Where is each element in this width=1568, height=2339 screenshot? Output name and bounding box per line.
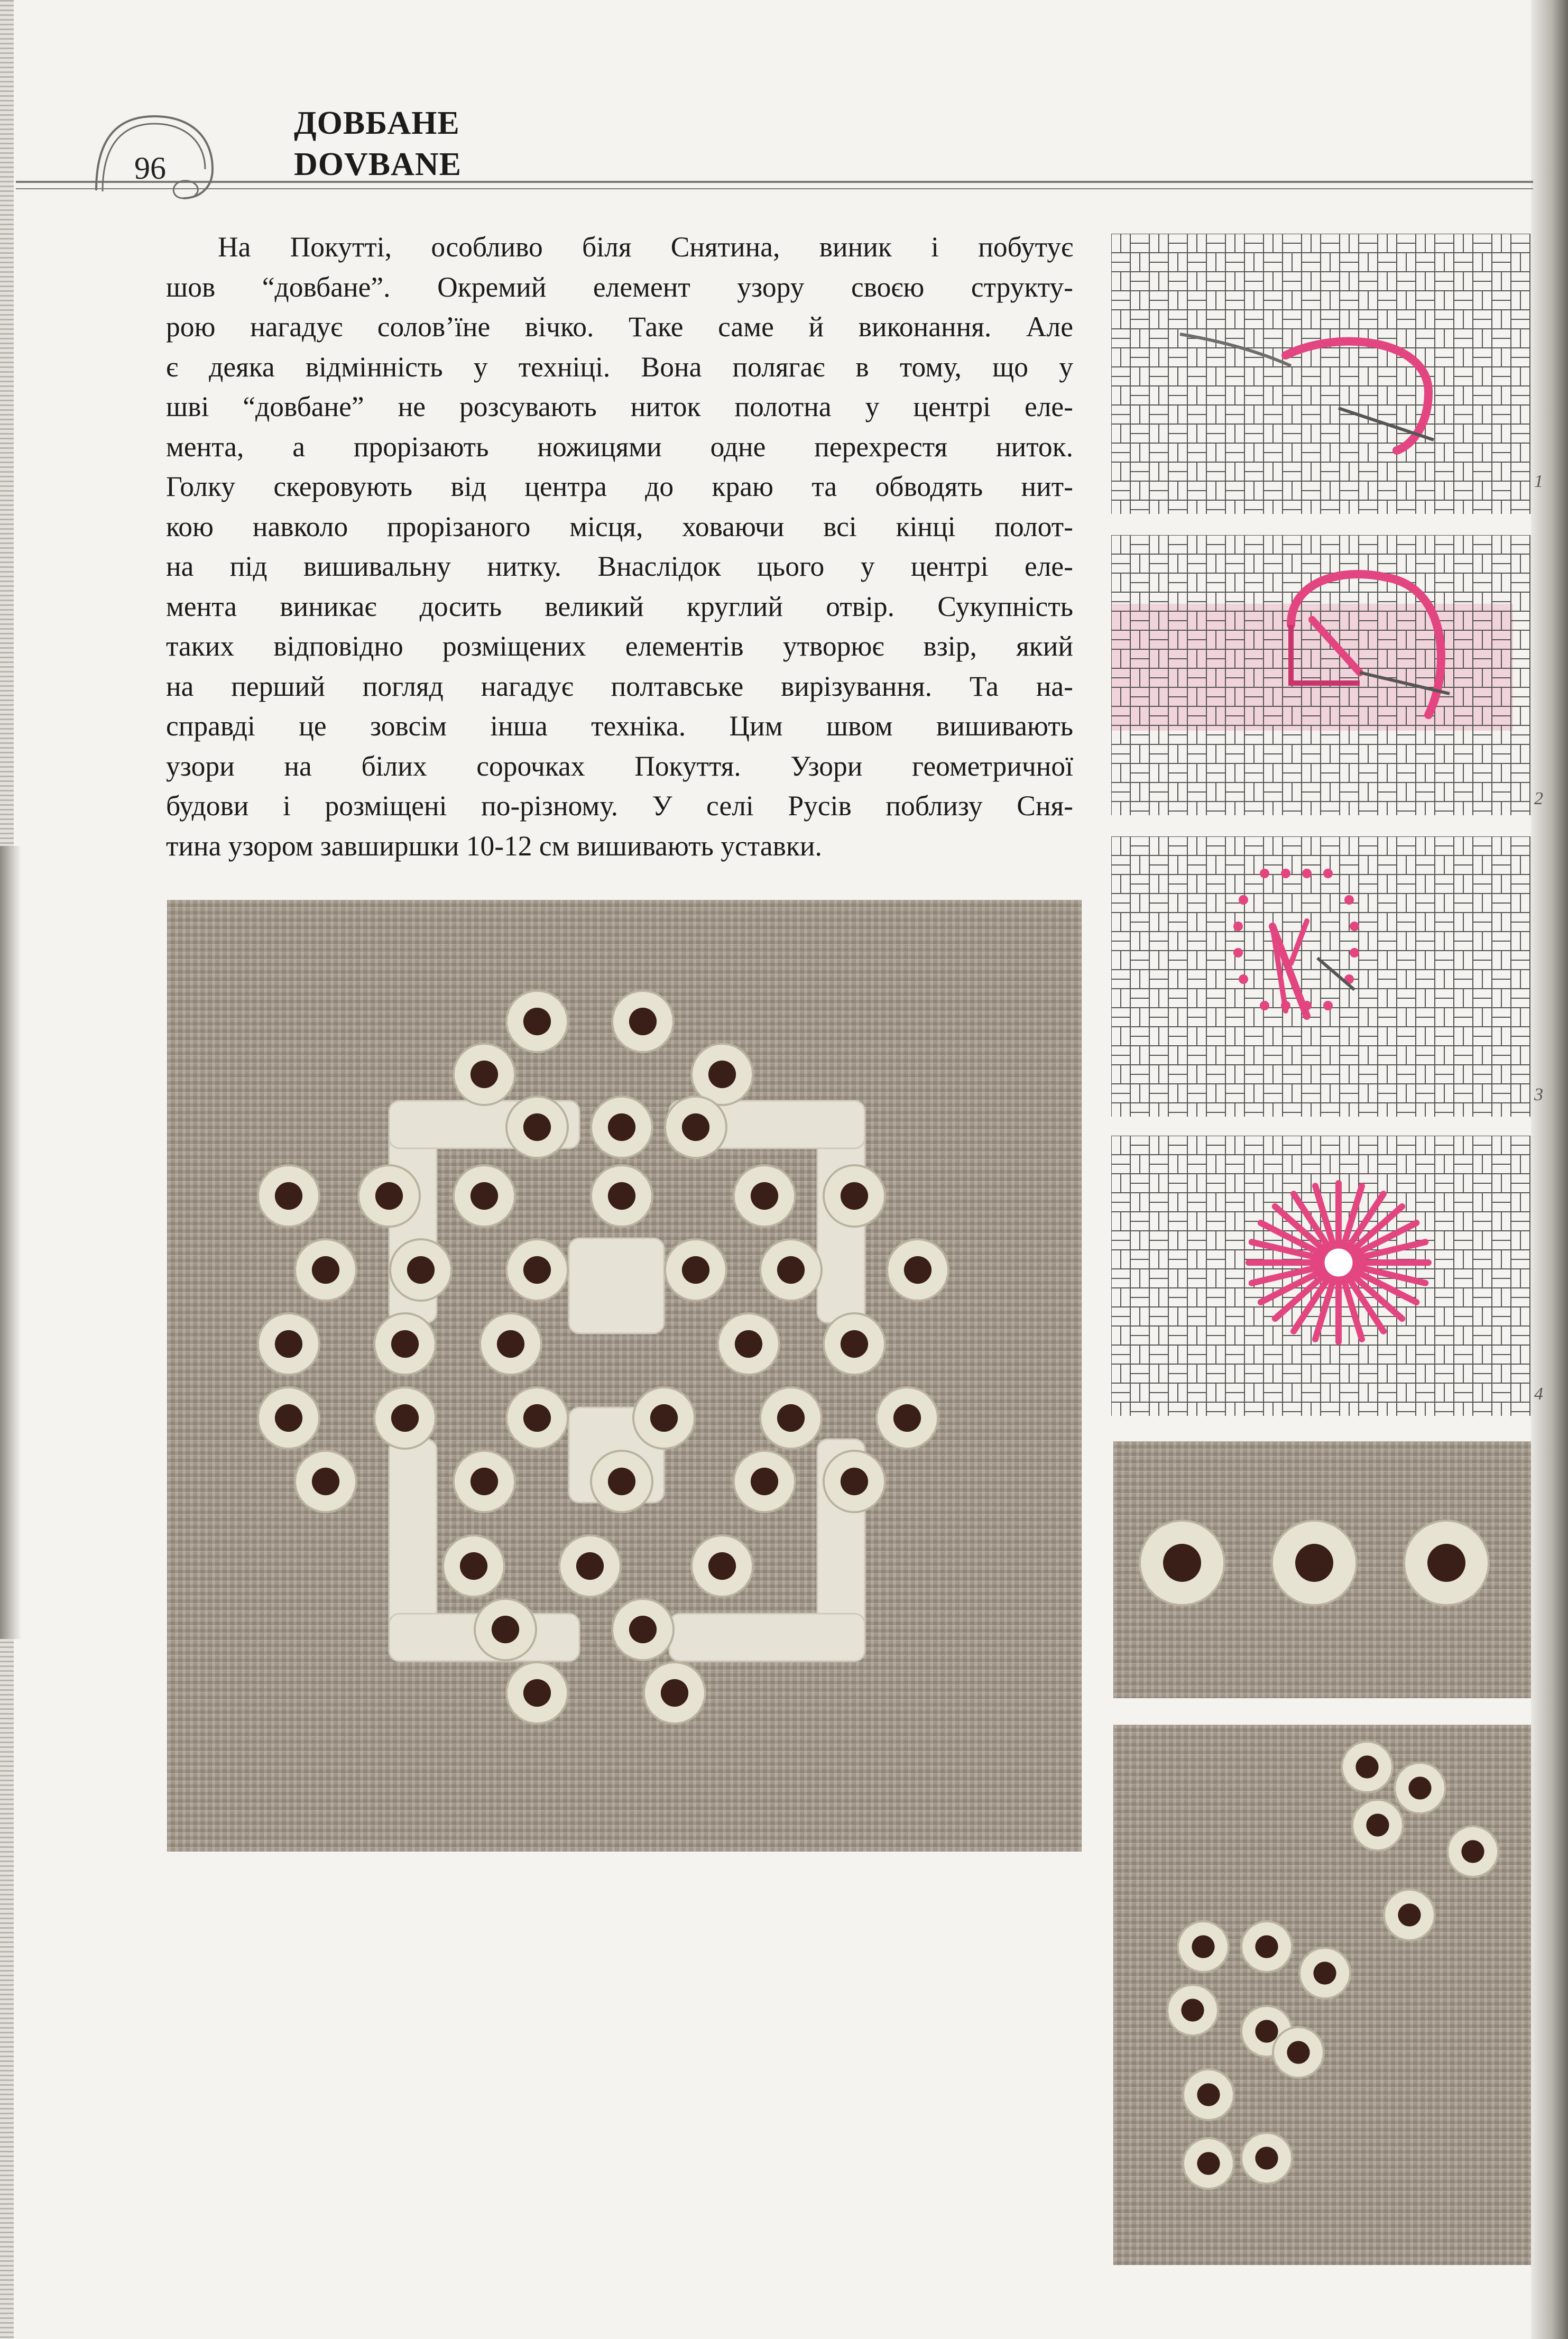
body-line: є деяка відмінність у техніці. Вона полягає в тому, що у — [166, 351, 1073, 383]
body-line: шов “довбане”. Окремий елемент узору своєю структу- — [166, 271, 1073, 303]
stitch-diagram-3 — [1111, 836, 1543, 1117]
weave-grid — [1111, 535, 1534, 815]
body-line: на під вишивальну нитку. Внаслідок цього у центрі еле- — [166, 550, 1073, 582]
diagram-number: 1 — [1534, 472, 1543, 491]
stitch-diagram-4 — [1111, 1136, 1543, 1416]
body-line: Голку скеровують від центра до краю та обводять нит- — [166, 471, 1073, 502]
pattern-sample-photo — [1113, 1725, 1531, 2265]
stitch-diagram-2 — [1111, 535, 1543, 815]
body-line: таких відповідно розміщених елементів утворює взір, який — [166, 630, 1073, 662]
diagram-number: 4 — [1534, 1384, 1543, 1404]
body-line: кою навколо прорізаного місця, ховаючи всі кінці полот- — [166, 510, 1073, 542]
page-title — [294, 103, 462, 185]
body-paragraph — [166, 227, 1073, 866]
weave-grid — [1111, 1136, 1534, 1416]
diagram-number: 3 — [1534, 1085, 1543, 1104]
stitch-diagram-1 — [1111, 234, 1543, 514]
body-line: На Покутті, особливо біля Снятина, виник і побутує — [218, 231, 1073, 263]
title-ukrainian: ДОВБАНЕ — [294, 105, 460, 141]
book-binding-edge — [1531, 0, 1568, 2339]
body-line: мента, а прорізають ножицями одне перехрестя ниток. — [166, 430, 1073, 463]
weave-grid — [1111, 234, 1534, 514]
weave-grid — [1111, 836, 1534, 1117]
title-latin: DOVBANE — [294, 146, 462, 182]
embroidery-photo-main — [167, 900, 1082, 1852]
body-line: тина узором завширшки 10-12 см вишивають уставки. — [166, 830, 822, 862]
body-line: справді це зовсім інша техніка. Цим швом вишивають — [166, 710, 1073, 742]
body-line: будови і розміщені по-різному. У селі Русів поблизу Сня- — [166, 790, 1073, 822]
body-line: мента виникає досить великий круглий отвір. Сукупність — [166, 590, 1073, 622]
body-line: на перший погляд нагадує полтавське вирізування. Та на- — [166, 670, 1073, 702]
header-rule — [16, 181, 1533, 183]
adjacent-page-shadow — [0, 846, 21, 1639]
body-line: узори на білих сорочках Покуття. Узори геометричної — [166, 750, 1073, 782]
body-line: шві “довбане” не розсувають ниток полотна у центрі еле- — [166, 391, 1073, 422]
eyelet-sample-photo — [1113, 1441, 1531, 1698]
page-number-block — [91, 111, 218, 201]
diagram-number: 2 — [1534, 789, 1543, 808]
body-line: рою нагадує солов’їне вічко. Таке саме й виконання. Але — [166, 311, 1073, 343]
header-rule-thin — [16, 188, 1533, 189]
page-number: 96 — [134, 151, 166, 186]
